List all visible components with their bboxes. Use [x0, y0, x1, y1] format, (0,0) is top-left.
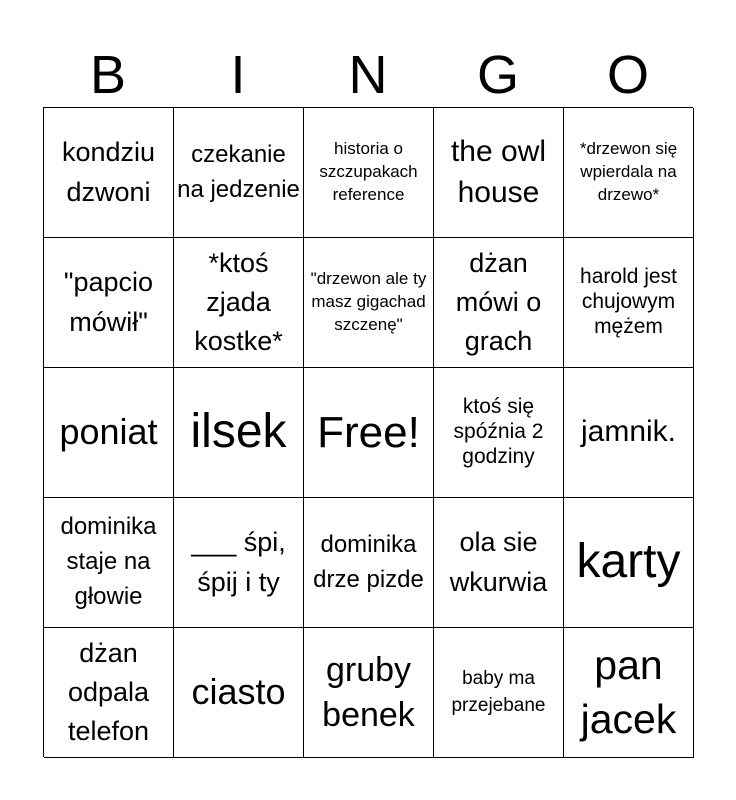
- cell-text: gruby benek: [322, 650, 415, 734]
- bingo-cell[interactable]: [44, 368, 174, 498]
- cell-text: "drzewon ale ty masz gigachad szczenę": [310, 269, 427, 334]
- header-letter-b: B: [89, 45, 127, 105]
- cell-text: ola sie wkurwia: [449, 527, 548, 597]
- bingo-cell[interactable]: [304, 628, 434, 758]
- cell-text: the owl house: [450, 135, 547, 209]
- bingo-cell[interactable]: [564, 498, 694, 628]
- bingo-cell[interactable]: [174, 238, 304, 368]
- cell-text: baby ma przejebane: [451, 667, 546, 716]
- bingo-cell[interactable]: [304, 238, 434, 368]
- cell-text: dominika drze pizde: [313, 530, 424, 593]
- cell-text: ___ śpi, śpij i ty: [191, 527, 286, 597]
- cell-text: "papcio mówił": [63, 267, 154, 337]
- free-space-text: Free!: [317, 407, 420, 457]
- cell-text: historia o szczupakach reference: [319, 139, 418, 204]
- bingo-cell[interactable]: [564, 628, 694, 758]
- bingo-grid: [43, 107, 693, 757]
- cell-text: ktoś się spóźnia 2 godziny: [453, 395, 544, 468]
- cell-text: harold jest chujowym mężem: [580, 265, 677, 338]
- cell-text: dżan mówi o grach: [455, 247, 542, 357]
- bingo-cell[interactable]: [44, 498, 174, 628]
- bingo-cell[interactable]: [434, 368, 564, 498]
- bingo-cell[interactable]: [434, 238, 564, 368]
- cell-text: dominika staje na głowie: [60, 513, 157, 610]
- bingo-cell[interactable]: [434, 628, 564, 758]
- bingo-cell[interactable]: [174, 498, 304, 628]
- cell-text: *drzewon się wpierdala na drzewo*: [579, 139, 678, 204]
- cell-text: ciasto: [191, 671, 286, 713]
- bingo-header: [43, 42, 693, 108]
- cell-text: czekanie na jedzenie: [177, 140, 300, 203]
- cell-text: dżan odpala telefon: [67, 637, 150, 747]
- bingo-cell[interactable]: [304, 498, 434, 628]
- header-letter-g: G: [476, 45, 519, 105]
- bingo-cell[interactable]: [434, 108, 564, 238]
- cell-text: jamnik.: [580, 415, 677, 449]
- bingo-cell[interactable]: [304, 108, 434, 238]
- free-space-cell[interactable]: [304, 368, 434, 498]
- bingo-cell[interactable]: [174, 108, 304, 238]
- bingo-cell[interactable]: [564, 238, 694, 368]
- bingo-cell[interactable]: [174, 368, 304, 498]
- cell-text: kondziu dzwoni: [61, 137, 156, 207]
- header-letter-i: I: [230, 45, 246, 105]
- cell-text: ilsek: [190, 405, 287, 459]
- header-letter-n: N: [348, 45, 388, 105]
- cell-text: *ktoś zjada kostke*: [194, 247, 283, 357]
- bingo-cell[interactable]: [564, 368, 694, 498]
- bingo-cell[interactable]: [44, 238, 174, 368]
- cell-text: poniat: [59, 411, 158, 453]
- cell-text: pan jacek: [580, 642, 677, 742]
- bingo-cell[interactable]: [44, 628, 174, 758]
- cell-text: karty: [576, 535, 681, 589]
- bingo-cell[interactable]: [44, 108, 174, 238]
- bingo-cell[interactable]: [434, 498, 564, 628]
- bingo-cell[interactable]: [174, 628, 304, 758]
- bingo-cell[interactable]: [564, 108, 694, 238]
- header-letter-o: O: [606, 45, 649, 105]
